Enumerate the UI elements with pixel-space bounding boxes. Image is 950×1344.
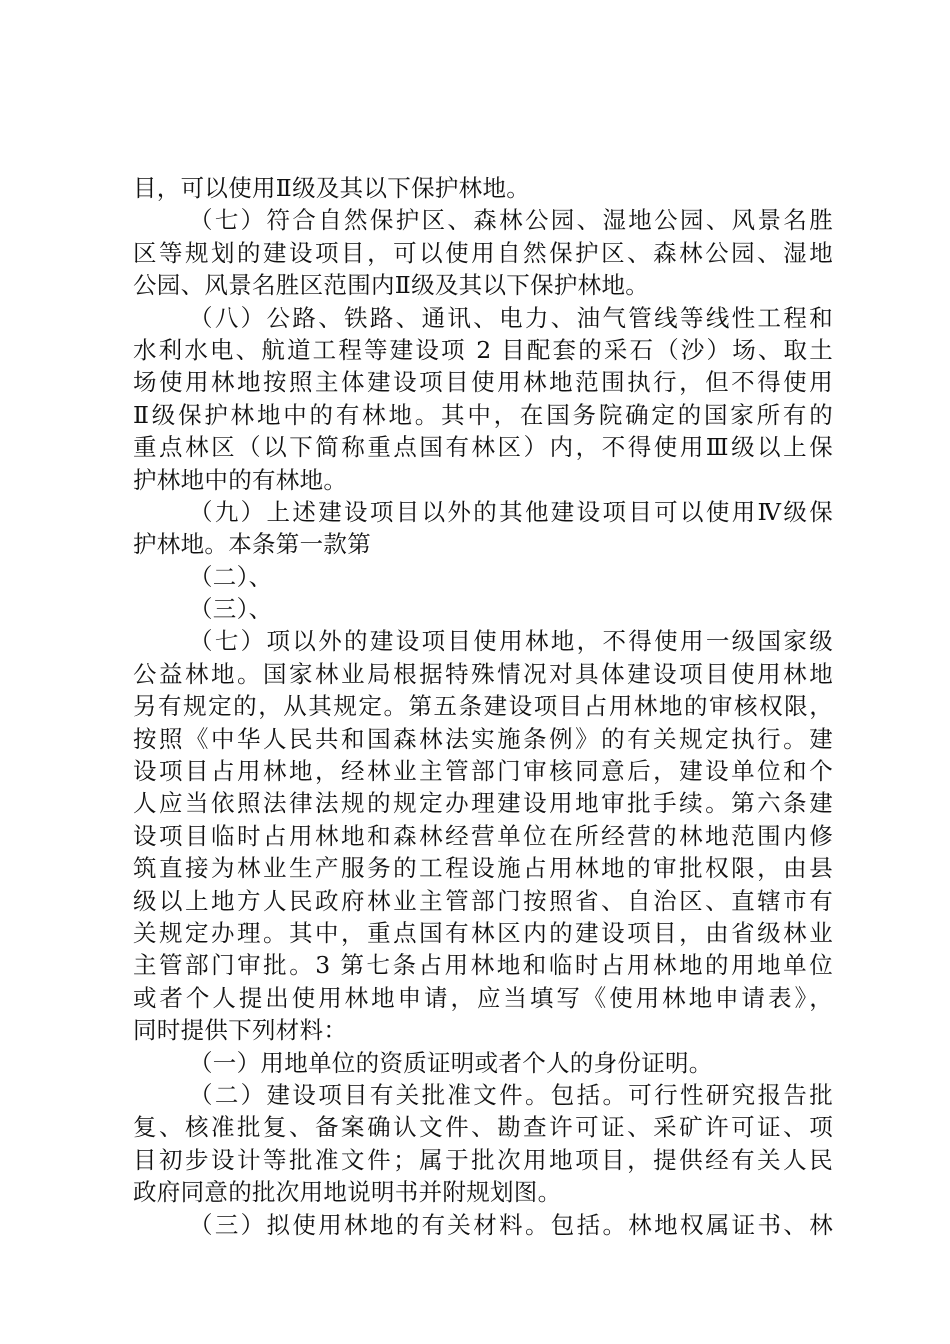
text-line: （七）符合自然保护区、森林公园、湿地公园、风景名胜 xyxy=(189,206,833,235)
text-line: 设项目占用林地，经林业主管部门审核同意后，建设单位和个 xyxy=(133,757,833,786)
text-line: （二）、 xyxy=(189,562,273,591)
text-line: 关规定办理。其中，重点国有林区内的建设项目，由省级林业 xyxy=(133,918,833,947)
text-line: （七）项以外的建设项目使用林地，不得使用一级国家级 xyxy=(189,627,833,656)
text-line: 按照《中华人民共和国森林法实施条例》的有关规定执行。建 xyxy=(133,724,833,753)
text-line: 同时提供下列材料： xyxy=(133,1016,348,1045)
text-line: （三）、 xyxy=(189,595,273,624)
text-line: 区等规划的建设项目，可以使用自然保护区、森林公园、湿地 xyxy=(133,238,833,267)
text-line: 重点林区（以下简称重点国有林区）内，不得使用Ⅲ级以上保 xyxy=(133,433,833,462)
text-line: （三）拟使用林地的有关材料。包括。林地权属证书、林 xyxy=(189,1210,833,1239)
text-line: Ⅱ级保护林地中的有林地。其中，在国务院确定的国家所有的 xyxy=(133,400,833,429)
text-line: （二）建设项目有关批准文件。包括。可行性研究报告批 xyxy=(189,1080,833,1109)
text-line: 或者个人提出使用林地申请，应当填写《使用林地申请表》， xyxy=(133,983,833,1012)
text-line: 目，可以使用Ⅱ级及其以下保护林地。 xyxy=(133,174,531,202)
text-line: 水利水电、航道工程等建设项 2 目配套的采石（沙）场、取土 xyxy=(133,335,833,364)
text-line: 复、核准批复、备案确认文件、勘查许可证、采矿许可证、项 xyxy=(133,1113,833,1142)
text-line: 主管部门审批。3 第七条占用林地和临时占用林地的用地单位 xyxy=(133,951,833,980)
text-line: 级以上地方人民政府林业主管部门按照省、自治区、直辖市有 xyxy=(133,886,833,915)
text-line: （八）公路、铁路、通讯、电力、油气管线等线性工程和 xyxy=(189,303,833,332)
text-line: 另有规定的，从其规定。第五条建设项目占用林地的审核权限， xyxy=(133,692,833,721)
text-line: 公园、风景名胜区范围内Ⅱ级及其以下保护林地。 xyxy=(133,271,650,300)
text-line: 目初步设计等批准文件；属于批次用地项目，提供经有关人民 xyxy=(133,1145,833,1174)
text-line: （一）用地单位的资质证明或者个人的身份证明。 xyxy=(189,1048,713,1077)
text-line: 筑直接为林业生产服务的工程设施占用林地的审批权限，由县 xyxy=(133,854,833,883)
document-body xyxy=(133,172,833,1241)
text-line: 设项目临时占用林地和森林经营单位在所经营的林地范围内修 xyxy=(133,821,833,850)
text-line: 护林地。本条第一款第 xyxy=(133,530,371,559)
text-line: 公益林地。国家林业局根据特殊情况对具体建设项目使用林地 xyxy=(133,659,833,688)
text-line: 政府同意的批次用地说明书并附规划图。 xyxy=(133,1178,562,1207)
text-line: 护林地中的有林地。 xyxy=(133,465,348,494)
text-line: 人应当依照法律法规的规定办理建设用地审批手续。第六条建 xyxy=(133,789,833,818)
text-line: （九）上述建设项目以外的其他建设项目可以使用Ⅳ级保 xyxy=(189,497,833,526)
text-line: 场使用林地按照主体建设项目使用林地范围执行，但不得使用 xyxy=(133,368,833,397)
